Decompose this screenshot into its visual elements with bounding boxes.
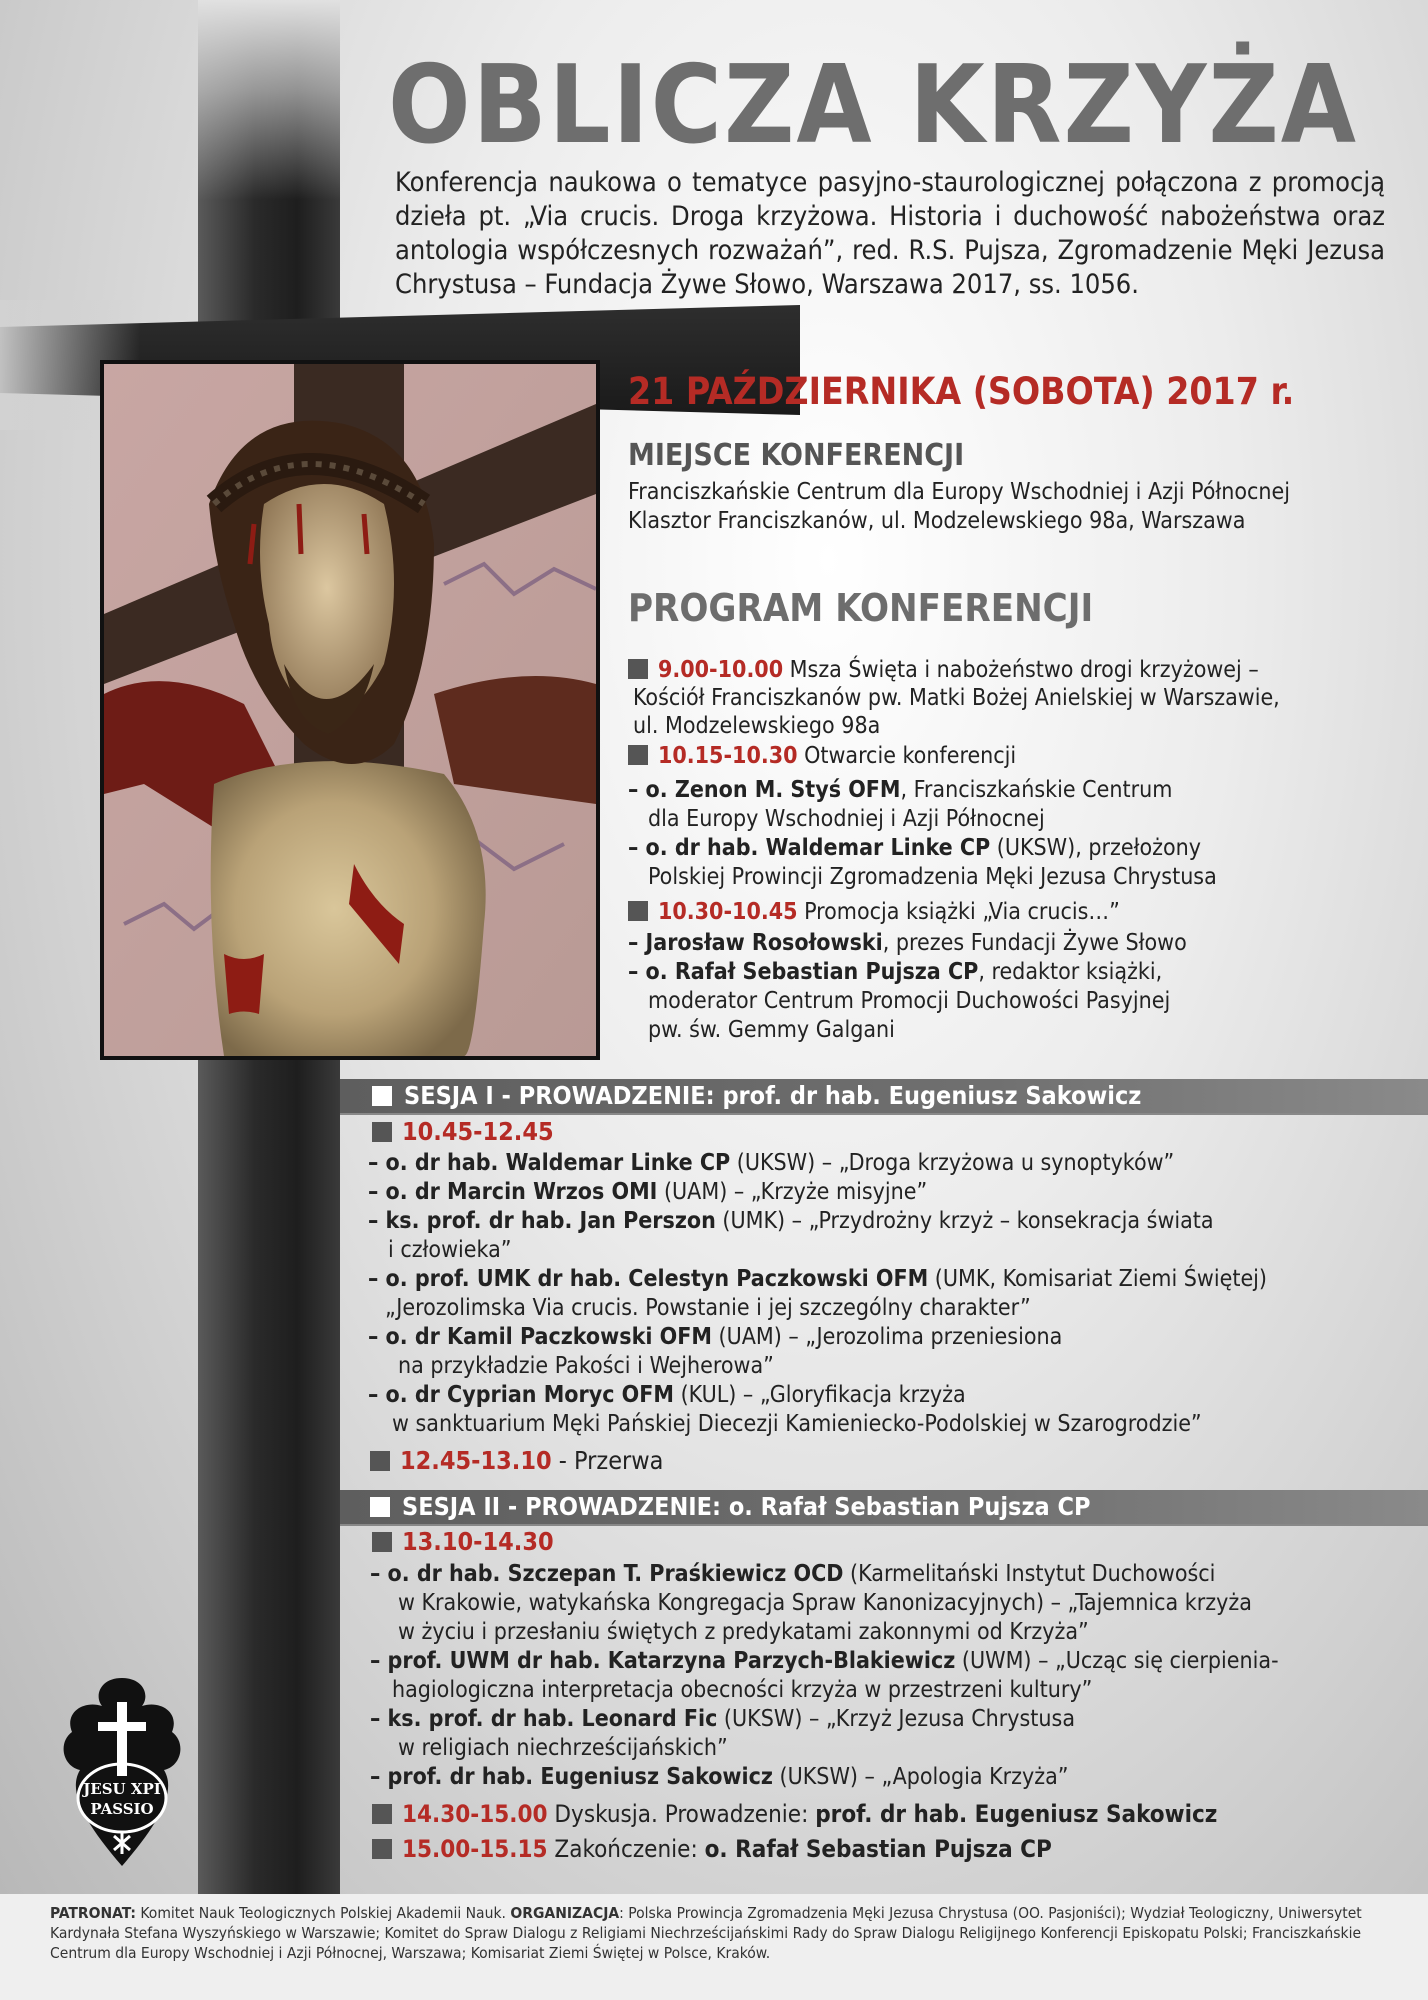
bullet-square	[372, 1122, 392, 1142]
footer-credits: PATRONAT: Komitet Nauk Teologicznych Polskiej Akademii Nauk. ORGANIZACJA: Polska Prowincja Zgromadzenia Męki Jezusa Chrystusa (OO. Pasjoniści); Wydział Teologiczny, Uniwersytet Kardynała Stefana Wyszyńskiego w Warszawie; Komitet do Spraw Dialogu z Religiami Niechrześcijańskimi Rady do Spraw Dialogu Religijnego Konferencji Episkopatu Polski; Franciszkańskie Centrum dla Europy Wschodniej i Azji Północnej, Warszawa; Komisariat Ziemi Świętej w Polsce, Kraków.	[50, 1904, 1362, 1962]
program-item-book: 10.30-10.45 Promocja książki „Via crucis…”	[628, 898, 1120, 926]
venue-line-2: Klasztor Franciszkanów, ul. Modzelewskiego 98a, Warszawa	[628, 508, 1246, 534]
talk-3: – ks. prof. dr hab. Jan Perszon (UMK) – „Przydrożny krzyż – konsekracja świata	[368, 1208, 1214, 1234]
session-2-time: 13.10-14.30	[372, 1528, 554, 1556]
bullet-square	[370, 1497, 390, 1517]
conference-date: 21 PAŹDZIERNIKA (SOBOTA) 2017 r.	[628, 370, 1295, 413]
cross-top-fade	[198, 0, 340, 200]
talk-3-l2: i człowieka”	[388, 1237, 512, 1263]
program-heading: PROGRAM KONFERENCJI	[628, 586, 1094, 630]
logo-text-2: PASSIO	[90, 1800, 154, 1818]
opening-speaker-2: – o. dr hab. Waldemar Linke CP (UKSW), przełożony	[628, 835, 1201, 861]
closing: 15.00-15.15 Zakończenie: o. Rafał Sebastian Pujsza CP	[372, 1835, 1052, 1863]
talk-2: – o. dr Marcin Wrzos OMI (UAM) – „Krzyże misyjne”	[368, 1179, 928, 1205]
talk-4-l2: „Jerozolimska Via crucis. Powstanie i jej szczególny charakter”	[385, 1295, 1031, 1321]
program-item-mass-l2: Kościół Franciszkanów pw. Matki Bożej Anielskiej w Warszawie,	[633, 685, 1280, 711]
opening-speaker-2-l2: Polskiej Prowincji Zgromadzenia Męki Jezusa Chrystusa	[648, 864, 1217, 890]
opening-speaker-1-l2: dla Europy Wschodniej i Azji Północnej	[648, 806, 1045, 832]
talk-6-l2: w sanktuarium Męki Pańskiej Diecezji Kamieniecko-Podolskiej w Szarogrodzie”	[392, 1411, 1202, 1437]
talk-s2-1: – o. dr hab. Szczepan T. Praśkiewicz OCD (Karmelitański Instytut Duchowości	[370, 1561, 1216, 1587]
divider	[340, 1113, 1428, 1115]
passionist-logo	[52, 1670, 192, 1870]
opening-speaker-1: – o. Zenon M. Styś OFM, Franciszkańskie Centrum	[628, 777, 1173, 803]
talk-s2-2: – prof. UWM dr hab. Katarzyna Parzych-Blakiewicz (UWM) – „Ucząc się cierpienia-	[370, 1648, 1279, 1674]
talk-s2-3: – ks. prof. dr hab. Leonard Fic (UKSW) – „Krzyż Jezusa Chrystusa	[370, 1706, 1075, 1732]
program-item-mass-l3: ul. Modzelewskiego 98a	[633, 713, 881, 739]
talk-s2-1-l2: w Krakowie, watykańska Kongregacja Spraw Kanonizacyjnych) – „Tajemnica krzyża	[398, 1590, 1252, 1616]
poster-title: OBLICZA KRZYŻA	[388, 43, 1358, 168]
bullet-square	[372, 1532, 392, 1552]
program-item-mass: 9.00-10.00 Msza Święta i nabożeństwo drogi krzyżowej –	[628, 656, 1259, 684]
venue-heading: MIEJSCE KONFERENCJI	[628, 438, 965, 473]
break: 12.45-13.10 - Przerwa	[370, 1447, 663, 1475]
session-2-bar: SESJA II - PROWADZENIE: o. Rafał Sebastian Pujsza CP	[340, 1490, 1428, 1524]
talk-s2-1-l3: w życiu i przesłaniu świętych z predykatami zakonnymi od Krzyża”	[398, 1619, 1089, 1645]
talk-1: – o. dr hab. Waldemar Linke CP (UKSW) – „Droga krzyżowa u synoptyków”	[368, 1150, 1175, 1176]
discussion: 14.30-15.00 Dyskusja. Prowadzenie: prof. dr hab. Eugeniusz Sakowicz	[372, 1800, 1217, 1828]
talk-s2-3-l2: w religiach niechrześcijańskich”	[398, 1735, 728, 1761]
bullet-square	[628, 901, 648, 921]
crucifix-photo	[100, 360, 600, 1060]
venue-line-1: Franciszkańskie Centrum dla Europy Wschodniej i Azji Północnej	[628, 479, 1290, 505]
talk-5-l2: na przykładzie Pakości i Wejherowa”	[398, 1353, 774, 1379]
session-1-time: 10.45-12.45	[372, 1118, 554, 1146]
book-speaker-2: – o. Rafał Sebastian Pujsza CP, redaktor książki,	[628, 959, 1163, 985]
program-item-opening: 10.15-10.30 Otwarcie konferencji	[628, 742, 1016, 770]
talk-s2-2-l2: hagiologiczna interpretacja obecności krzyża w przestrzeni kultury”	[392, 1677, 1093, 1703]
bullet-square	[372, 1839, 392, 1859]
venue-address	[628, 478, 1290, 536]
talk-4: – o. prof. UMK dr hab. Celestyn Paczkowski OFM (UMK, Komisariat Ziemi Świętej)	[368, 1266, 1268, 1292]
book-speaker-2-l2: moderator Centrum Promocji Duchowości Pasyjnej	[648, 988, 1171, 1014]
bullet-square	[372, 1804, 392, 1824]
conference-description: Konferencja naukowa o tematyce pasyjno-staurologicznej połączona z promocją dzieła pt. „Via crucis. Droga krzyżowa. Historia i duchowość nabożeństwa oraz antologia współczesnych rozważań”, red. R.S. Pujsza, Zgromadzenie Męki Jezusa Chrystusa – Fundacja Żywe Słowo, Warszawa 2017, ss. 1056.	[395, 167, 1385, 300]
bullet-square	[628, 659, 648, 679]
bullet-square	[372, 1086, 392, 1106]
talk-s2-4: – prof. dr hab. Eugeniusz Sakowicz (UKSW) – „Apologia Krzyża”	[370, 1764, 1069, 1790]
book-speaker-2-l3: pw. św. Gemmy Galgani	[648, 1017, 895, 1043]
logo-text-1: JESU XPI	[83, 1780, 161, 1798]
bullet-square	[370, 1451, 390, 1471]
talk-6: – o. dr Cyprian Moryc OFM (KUL) – „Gloryfikacja krzyża	[368, 1382, 966, 1408]
talk-5: – o. dr Kamil Paczkowski OFM (UAM) – „Jerozolima przeniesiona	[368, 1324, 1063, 1350]
session-1-bar: SESJA I - PROWADZENIE: prof. dr hab. Eugeniusz Sakowicz	[340, 1079, 1428, 1113]
divider	[340, 1524, 1428, 1526]
book-speaker-1: – Jarosław Rosołowski, prezes Fundacji Żywe Słowo	[628, 930, 1187, 956]
bullet-square	[628, 745, 648, 765]
